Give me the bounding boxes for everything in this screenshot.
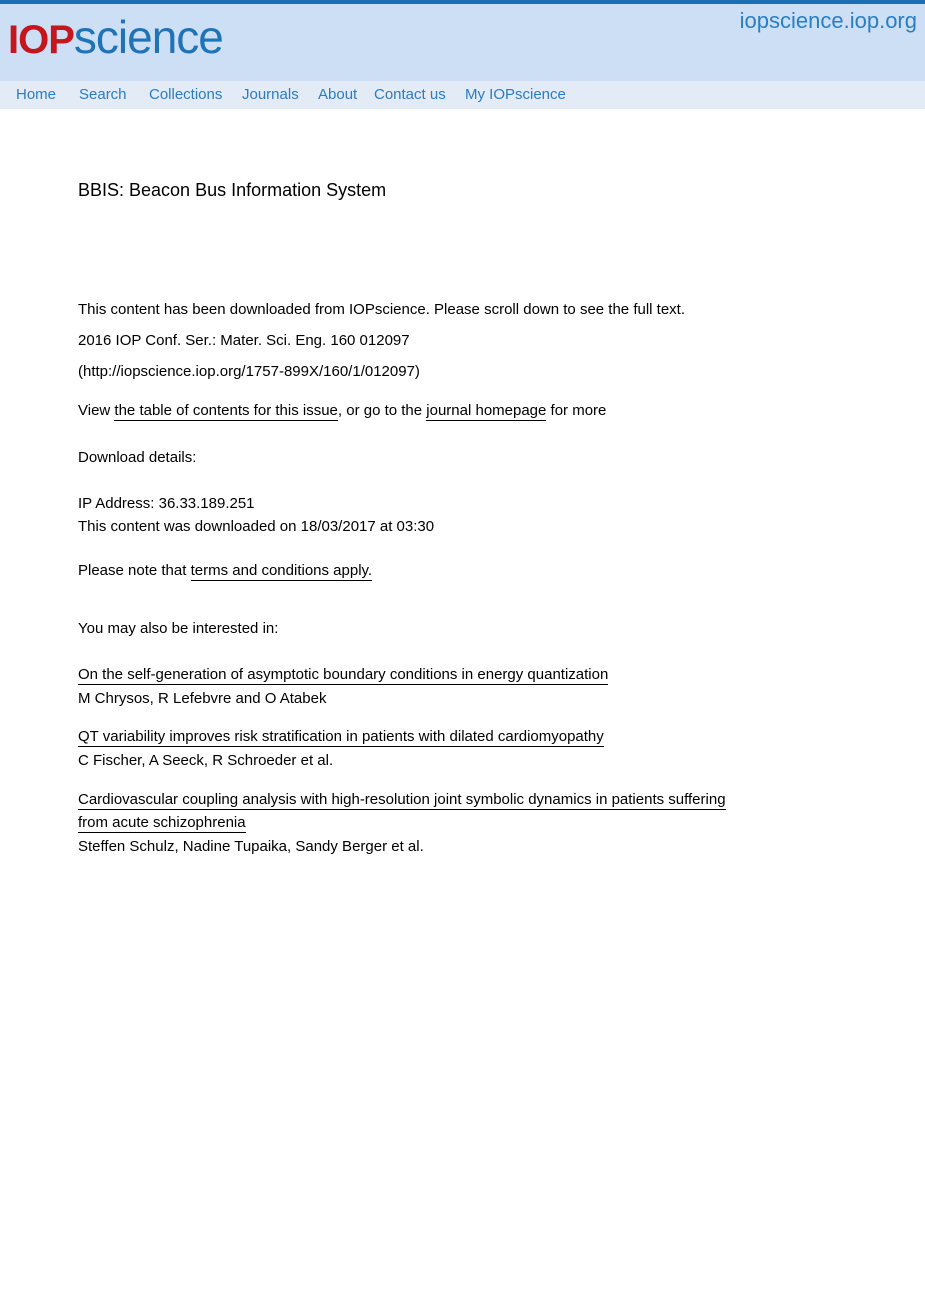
nav-item-search[interactable]: Search [79, 86, 127, 103]
nav-item-contact-us[interactable]: Contact us [374, 86, 446, 103]
nav-item-journals[interactable]: Journals [242, 86, 299, 103]
related-heading: You may also be interested in: [78, 620, 279, 637]
article-url: (http://iopscience.iop.org/1757-899X/160/1/012097) [78, 363, 420, 380]
terms-link[interactable]: terms and conditions apply. [190, 562, 373, 579]
view-links-line [78, 402, 606, 419]
view-middle: , or go to the [337, 402, 427, 419]
site-url[interactable]: iopscience.iop.org [739, 8, 917, 33]
view-prefix: View [78, 402, 115, 419]
iopscience-logo[interactable] [8, 8, 223, 63]
site-header [0, 4, 925, 81]
related-item-title [78, 791, 726, 808]
related-item-authors: Steffen Schulz, Nadine Tupaika, Sandy Berger et al. [78, 838, 424, 855]
related-article-link[interactable]: On the self-generation of asymptotic boundary conditions in energy quantization [78, 666, 609, 683]
ip-address: IP Address: 36.33.189.251 [78, 495, 255, 512]
view-suffix: for more [546, 402, 607, 419]
nav-item-collections[interactable]: Collections [149, 86, 223, 103]
nav-item-home[interactable]: Home [16, 86, 57, 103]
terms-prefix: Please note that [78, 562, 191, 579]
related-item-title [78, 728, 604, 745]
journal-homepage-link[interactable]: journal homepage [426, 402, 547, 419]
article-citation: 2016 IOP Conf. Ser.: Mater. Sci. Eng. 160 012097 [78, 332, 410, 349]
nav-item-my-iopscience[interactable]: My IOPscience [465, 86, 566, 103]
toc-link[interactable]: the table of contents for this issue [114, 402, 338, 419]
related-article-link[interactable]: from acute schizophrenia [78, 814, 246, 831]
related-item-title-continued [78, 814, 246, 831]
logo-iop-text: IOP [8, 18, 74, 62]
download-details-heading: Download details: [78, 449, 197, 466]
related-article-link[interactable]: QT variability improves risk stratification in patients with dilated cardiomyopathy [78, 728, 604, 745]
nav-item-about[interactable]: About [318, 86, 358, 103]
related-item-title [78, 666, 608, 683]
terms-line [78, 562, 372, 579]
related-item-authors: C Fischer, A Seeck, R Schroeder et al. [78, 752, 334, 769]
article-title: BBIS: Beacon Bus Information System [78, 180, 387, 200]
download-date: This content was downloaded on 18/03/2017 at 03:30 [78, 518, 435, 535]
related-item-authors: M Chrysos, R Lefebvre and O Atabek [78, 690, 327, 707]
related-article-link[interactable]: Cardiovascular coupling analysis with high-resolution joint symbolic dynamics in patients suffering [78, 791, 726, 808]
download-notice: This content has been downloaded from IOPscience. Please scroll down to see the full text. [78, 301, 686, 318]
nav-bar [0, 81, 925, 109]
logo-science-text: science [73, 11, 223, 63]
